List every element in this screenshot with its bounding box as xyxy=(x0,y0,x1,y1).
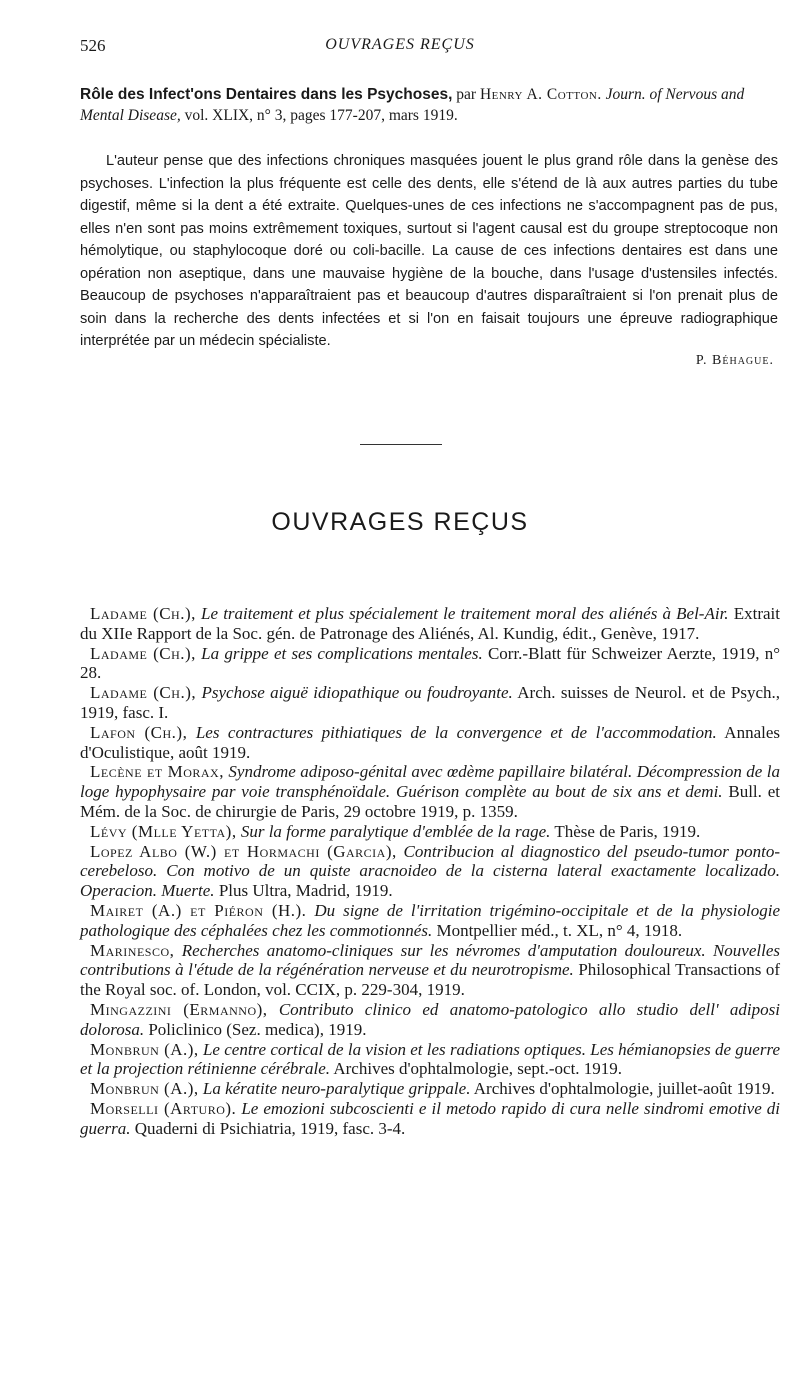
entry-title: Le traitement et plus spécialement le traitement moral des aliénés à Bel-Air. xyxy=(201,604,729,623)
entry-author: Lévy (Mlle Yetta), xyxy=(90,821,237,841)
entry-author: Lecène et Morax, xyxy=(90,762,224,782)
review-author: Henry A. Cotton. xyxy=(479,86,602,103)
review-heading xyxy=(80,84,778,126)
page-number: 526 xyxy=(80,36,106,55)
entry-author: Ladame (Ch.), xyxy=(90,604,196,623)
entry-publication: Annales d'Oculistique, août 1919. xyxy=(80,722,781,762)
bibliography-entry xyxy=(80,1079,780,1099)
review-title: Rôle des Infect'ons Dentaires dans les Psychoses, xyxy=(80,86,453,103)
entry-publication: Policlinico (Sez. medica), 1919. xyxy=(148,1019,367,1039)
review-volume: vol. XLIX, n° 3, pages 177-207, mars 1919. xyxy=(184,107,458,124)
review-par: par xyxy=(456,86,477,103)
entry-title: La kératite neuro-paralytique grippale. xyxy=(202,1079,471,1099)
section-divider xyxy=(360,444,442,445)
entry-publication: Arch. suisses de Neurol. et de Psych., 1919, fasc. I. xyxy=(80,683,780,722)
section-title: OUVRAGES REÇUS xyxy=(271,508,529,536)
entry-author: Marinesco, xyxy=(90,940,175,960)
entry-title: Contribucion al diagnostico del pseudo-tumor ponto-cerebeloso. Con motivo de un quiste aracnoideo de la cisterna lateral exactamente localizado. Operacion. Muerte. xyxy=(80,841,781,901)
entry-author: Ladame (Ch.), xyxy=(90,683,197,703)
entry-publication: Archives d'ophtalmologie, juillet-août 1919. xyxy=(473,1079,775,1099)
entry-author: Monbrun (A.), xyxy=(90,1079,199,1099)
bibliography-entry xyxy=(80,683,780,723)
bibliography-entry xyxy=(80,644,780,684)
entry-title: La grippe et ses complications mentales. xyxy=(201,643,483,663)
entry-author: Lafon (Ch.), xyxy=(90,722,188,742)
entry-title: Les contractures pithiatiques de la convergence et de l'accommodation. xyxy=(195,722,717,742)
bibliography-entry xyxy=(80,1000,780,1040)
entry-title: Sur la forme paralytique d'emblée de la rage. xyxy=(240,821,551,841)
entry-author: Mairet (A.) et Piéron (H.). xyxy=(90,900,307,920)
bibliography-entry xyxy=(80,604,780,644)
review xyxy=(80,84,778,383)
entry-title: Le centre cortical de la vision et les radiations optiques. Les hémianopsies de guerre et la projection rétinienne cérébrale. xyxy=(80,1039,781,1079)
bibliography-entry xyxy=(80,941,780,1000)
bibliography-entry xyxy=(80,1099,780,1139)
bibliography-entry xyxy=(80,723,780,763)
entry-publication: Archives d'ophtalmologie, sept.-oct. 1919. xyxy=(333,1059,623,1079)
review-journal: Journ. of Nervous and Mental Disease, xyxy=(80,86,745,124)
entry-publication: Plus Ultra, Madrid, 1919. xyxy=(218,881,393,901)
entry-publication: Extrait du XIIe Rapport de la Soc. gén. de Patronage des Aliénés, Al. Kundig, édit., Genève, 1917. xyxy=(80,604,780,643)
entry-publication: Philosophical Transactions of the Royal soc. of. London, vol. CCIX, p. 229-304, 1919. xyxy=(80,960,781,1000)
entry-title: Recherches anatomo-cliniques sur les névromes d'amputation douloureux. Nouvelles contributions à l'étude de la régénération nerveuse et du neurotropisme. xyxy=(80,940,781,980)
entry-publication: Corr.-Blatt für Schweizer Aerzte, 1919, n° 28. xyxy=(80,643,781,683)
bibliography-entry xyxy=(80,842,780,901)
entry-author: Lopez Albo (W.) et Hormachi (Garcia), xyxy=(90,841,397,861)
review-signature: P. Béhague. xyxy=(695,352,774,368)
review-body xyxy=(80,150,778,353)
entry-author: Ladame (Ch.), xyxy=(90,643,196,663)
bibliography-entry xyxy=(80,1040,780,1080)
entry-author: Monbrun (A.), xyxy=(90,1039,199,1059)
bibliography-list xyxy=(80,604,780,1139)
entry-title: Du signe de l'irritation trigémino-occipitale et de la physiologie pathologique des céphalées chez les commotionnés. xyxy=(80,900,781,940)
running-title: OUVRAGES REÇUS xyxy=(325,36,475,53)
entry-title: Syndrome adiposo-génital avec œdème papillaire bilatéral. Décompression de la loge hypophysaire par voie transphénoïdale. Guérison complète au bout de six ans et demi. xyxy=(80,762,781,802)
entry-publication: Bull. et Mém. de la Soc. de chirurgie de Paris, 29 octobre 1919, p. 1359. xyxy=(80,782,780,821)
bibliography-entry xyxy=(80,762,780,821)
entry-author: Morselli (Arturo). xyxy=(90,1098,237,1118)
entry-publication: Thèse de Paris, 1919. xyxy=(554,821,701,841)
running-head xyxy=(0,36,800,62)
entry-title: Psychose aiguë idiopathique ou foudroyante. xyxy=(201,683,513,703)
bibliography-entry xyxy=(80,822,780,842)
review-body-text: L'auteur pense que des infections chroniques masquées jouent le plus grand rôle dans la genèse des psychoses. L'infection la plus fréquente est celle des dents, elle s'étend de là aux autres parties du tube digestif, même si la dent a été extraite. Quelques-unes de ces infections ne s'accompagnent pas de pus, elles n'en sont pas moins extrêmement toxiques, surtout si l'agent causal est du groupe streptocoque non hémolytique, ou staphylocoque doré ou coli-bacille. La cause de ces infections dentaires est dans une opération non aseptique, dans une mauvaise hygiène de la bouche, dans l'usage d'ustensiles infectés. Beaucoup de psychoses n'apparaîtraient pas et beaucoup d'autres disparaîtraient si l'on prenait plus de soin dans la recherche des dents infectées et si l'on en faisait toujours une épreuve radiographique interprétée par un médecin spécialiste. xyxy=(80,153,778,349)
bibliography-entry xyxy=(80,901,780,941)
entry-title: Contributo clinico ed anatomo-patologico allo studio dell' adiposi dolorosa. xyxy=(80,999,780,1039)
entry-publication: Quaderni di Psichiatria, 1919, fasc. 3-4. xyxy=(134,1118,406,1138)
entry-publication: Montpellier méd., t. XL, n° 4, 1918. xyxy=(436,920,683,940)
entry-author: Mingazzini (Ermanno), xyxy=(90,999,268,1019)
entry-title: Le emozioni subcoscienti e il metodo rapido di cura nelle sindromi emotive di guerra. xyxy=(80,1098,781,1138)
